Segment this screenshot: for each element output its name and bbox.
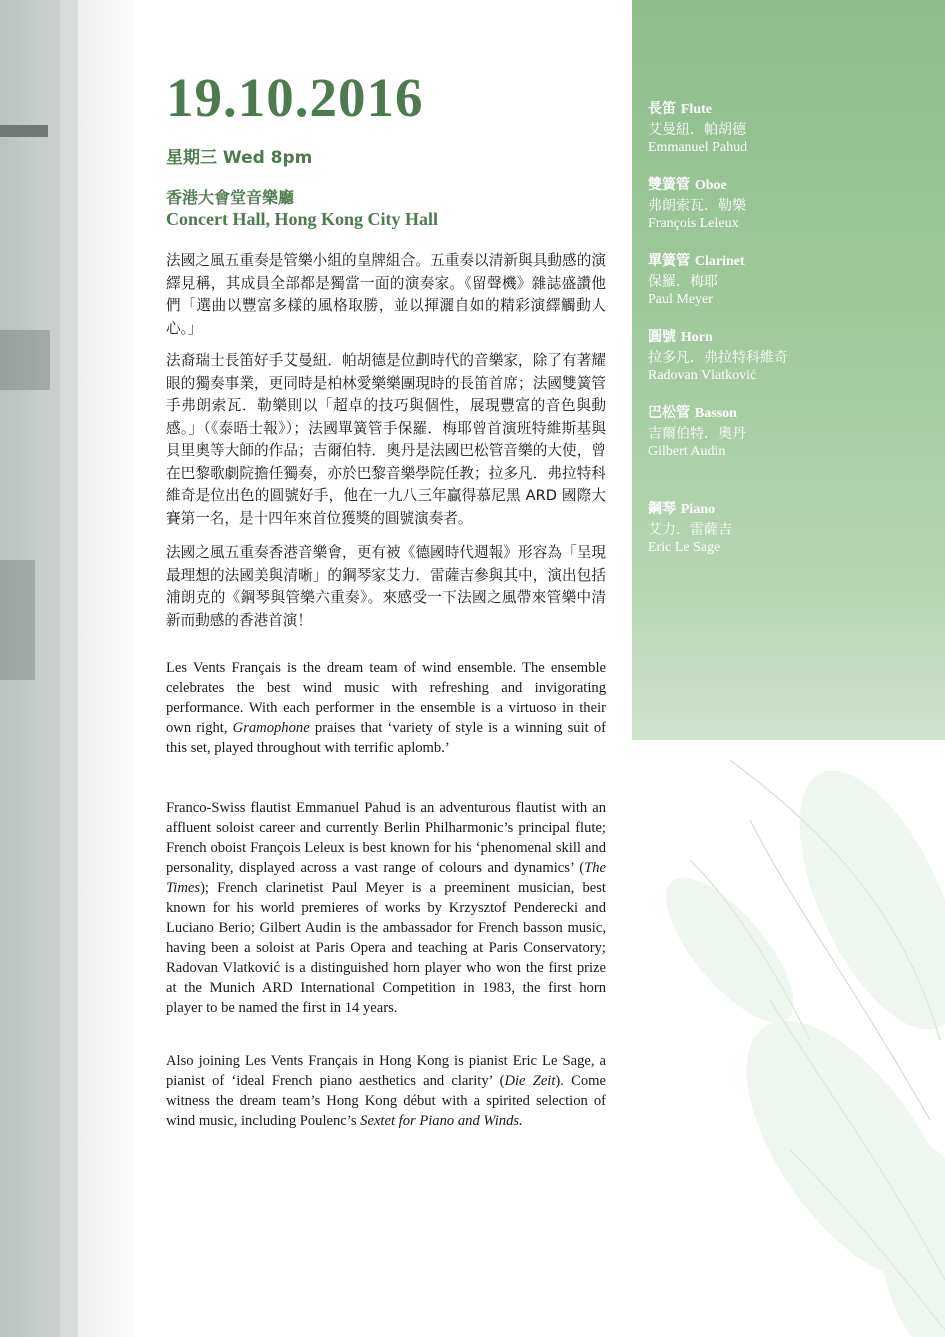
performer-name-english: Gilbert Audin: [648, 444, 726, 459]
chinese-paragraph-3: 法國之風五重奏香港音樂會，更有被《德國時代週報》形容為「呈現最理想的法國美與清晰」的鋼琴家艾力．雷薩吉參與其中，演出包括浦朗克的《鋼琴與管樂六重奏》。來感受一下法國之風帶來管樂中清新而動感的香港首演！: [166, 544, 606, 629]
performer-name-english: Paul Meyer: [648, 292, 713, 307]
performer-name-english: Radovan Vlatković: [648, 368, 757, 383]
performer-name-english: Eric Le Sage: [648, 540, 721, 555]
venue-chinese: 香港大會堂音樂廳: [166, 188, 295, 207]
performer-entry: [648, 326, 788, 384]
performer-name-chinese: 艾曼紐．帕胡德: [648, 122, 746, 138]
performer-name-chinese: 艾力．雷薩吉: [648, 522, 732, 538]
instrument-label: 長笛 Flute: [648, 101, 712, 117]
instrument-label: 圓號 Horn: [648, 329, 713, 345]
publication-title: Die Zeit: [504, 1073, 556, 1089]
performer-name-english: François Leleux: [648, 216, 739, 231]
background-photo-strip: [0, 0, 133, 1337]
english-paragraph-2: Franco-Swiss flautist Emmanuel Pahud is an adventurous flautist with an affluent soloist career and currently Berlin Philharmonic’s principal flute; French oboist François Leleux is best known for his ‘phenomenal skill and personality, displayed across a vast range of colours and dynamics’ (The Times); French clarinetist Paul Meyer is a preeminent musician, best known for his world premieres of works by Krzysztof Penderecki and Luciano Berio; Gilbert Audin is the ambassador for French basson music, having been a soloist at Paris Opera and teaching at Paris Conservatory; Radovan Vlatković is a distinguished horn player who won the first prize at the Munich ARD International Competition in 1983, the first horn player to be named the first in 14 years.: [166, 800, 606, 1016]
publication-title: The Times: [166, 860, 606, 896]
concert-date: 19.10.2016: [166, 67, 424, 128]
publication-title: Gramophone: [232, 720, 310, 736]
work-title: Sextet for Piano and Winds.: [360, 1113, 523, 1129]
performer-name-english: Emmanuel Pahud: [648, 140, 748, 155]
english-paragraph-1: Les Vents Français is the dream team of wind ensemble. The ensemble celebrates the best wind music with refreshing and invigorating performance. With each performer in the ensemble is a virtuoso in their own right, Gramophone praises that ‘variety of style is a winning suit of this set, played throughout with terrific aplomb.’: [166, 660, 606, 756]
performer-name-chinese: 吉爾伯特．奧丹: [648, 426, 746, 442]
performer-name-chinese: 弗朗索瓦．勒樂: [648, 198, 746, 214]
performer-entry: [648, 250, 745, 308]
performer-name-chinese: 拉多凡．弗拉特科維奇: [648, 350, 788, 366]
instrument-label: 巴松管 Basson: [648, 405, 737, 421]
instrument-label: 鋼琴 Piano: [648, 501, 716, 517]
performer-name-chinese: 保羅．梅耶: [648, 274, 718, 290]
chinese-paragraph-1: 法國之風五重奏是管樂小組的皇牌組合。五重奏以清新與具動感的演繹見稱，其成員全部都是獨當一面的演奏家。《留聲機》雜誌盛讚他們「選曲以豐富多樣的風格取勝，並以揮灑自如的精彩演繹觸動人心。」: [166, 252, 606, 337]
concert-day-time: 星期三 Wed 8pm: [166, 148, 313, 168]
performer-entry: [648, 402, 746, 460]
chinese-paragraph-2: 法裔瑞士長笛好手艾曼紐．帕胡德是位劃時代的音樂家，除了有著耀眼的獨奏事業，更同時是柏林愛樂樂團現時的長笛首席；法國雙簧管手弗朗索瓦．勒樂則以「超卓的技巧與個性，展現豐富的音色與動感。」（《泰晤士報》）；法國單簧管手保羅．梅耶曾首演班特維斯基與貝里奧等大師的作品；吉爾伯特．奧丹是法國巴松管音樂的大使，曾在巴黎歌劇院擔任獨奏，亦於巴黎音樂學院任教；拉多凡．弗拉特科維奇是位出色的圓號好手，他在一九八三年贏得慕尼黑 ARD 國際大賽第一名，是十四年來首位獲獎的圓號演奏者。: [166, 352, 606, 527]
instrument-label: 雙簧管 Oboe: [648, 177, 727, 193]
english-paragraph-3: Also joining Les Vents Français in Hong Kong is pianist Eric Le Sage, a pianist of ‘ideal French piano aesthetics and clarity’ (Die Zeit). Come witness the dream team’s Hong Kong début with a spirited selection of wind music, including Poulenc’s Sextet for Piano and Winds.: [166, 1053, 606, 1129]
performer-entry: [648, 498, 732, 556]
instrument-label: 單簧管 Clarinet: [648, 253, 745, 269]
performer-entry: [648, 98, 747, 156]
performer-entry: [648, 174, 746, 232]
venue-english: Concert Hall, Hong Kong City Hall: [166, 209, 438, 229]
